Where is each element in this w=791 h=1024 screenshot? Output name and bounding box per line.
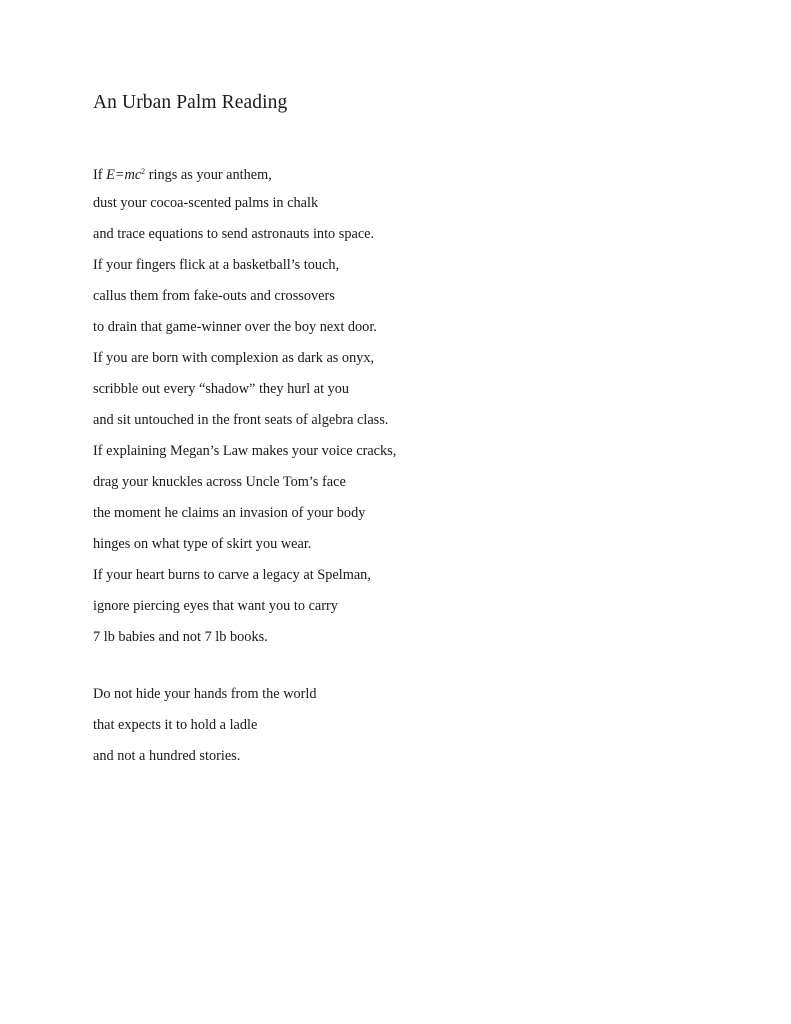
poem-line: and not a hundred stories. — [93, 748, 241, 764]
poem-line: to drain that game-winner over the boy next door. — [93, 319, 377, 335]
poem-line: drag your knuckles across Uncle Tom’s face — [93, 474, 346, 490]
poem-line: If your fingers flick at a basketball’s touch, — [93, 257, 340, 273]
poem-line: scribble out every “shadow” they hurl at you — [93, 381, 350, 397]
line-1-prefix: If — [93, 167, 107, 183]
poem-line: and sit untouched in the front seats of algebra class. — [93, 412, 389, 428]
line-1-suffix: rings as your anthem, — [145, 167, 272, 183]
equation: E=mc — [106, 167, 142, 183]
poem-line: callus them from fake-outs and crossovers — [93, 288, 335, 304]
poem-line: Do not hide your hands from the world — [93, 686, 317, 702]
stanza-1 — [93, 161, 396, 657]
poem-line: the moment he claims an invasion of your body — [93, 505, 366, 521]
poem-line: If explaining Megan’s Law makes your voice cracks, — [93, 443, 397, 459]
poem-line: ignore piercing eyes that want you to carry — [93, 598, 338, 614]
poem-title: An Urban Palm Reading — [93, 92, 288, 113]
poem-line: If you are born with complexion as dark as onyx, — [93, 350, 375, 366]
poem-line: that expects it to hold a ladle — [93, 717, 258, 733]
poem-line: If your heart burns to carve a legacy at Spelman, — [93, 567, 371, 583]
equation-exponent: 2 — [141, 167, 146, 176]
poem-line: dust your cocoa-scented palms in chalk — [93, 195, 319, 211]
poem-line-1 — [93, 161, 396, 192]
poem-line: and trace equations to send astronauts into space. — [93, 226, 375, 242]
poem-line: hinges on what type of skirt you wear. — [93, 536, 312, 552]
poem-line: 7 lb babies and not 7 lb books. — [93, 629, 268, 645]
stanza-2 — [93, 683, 317, 776]
